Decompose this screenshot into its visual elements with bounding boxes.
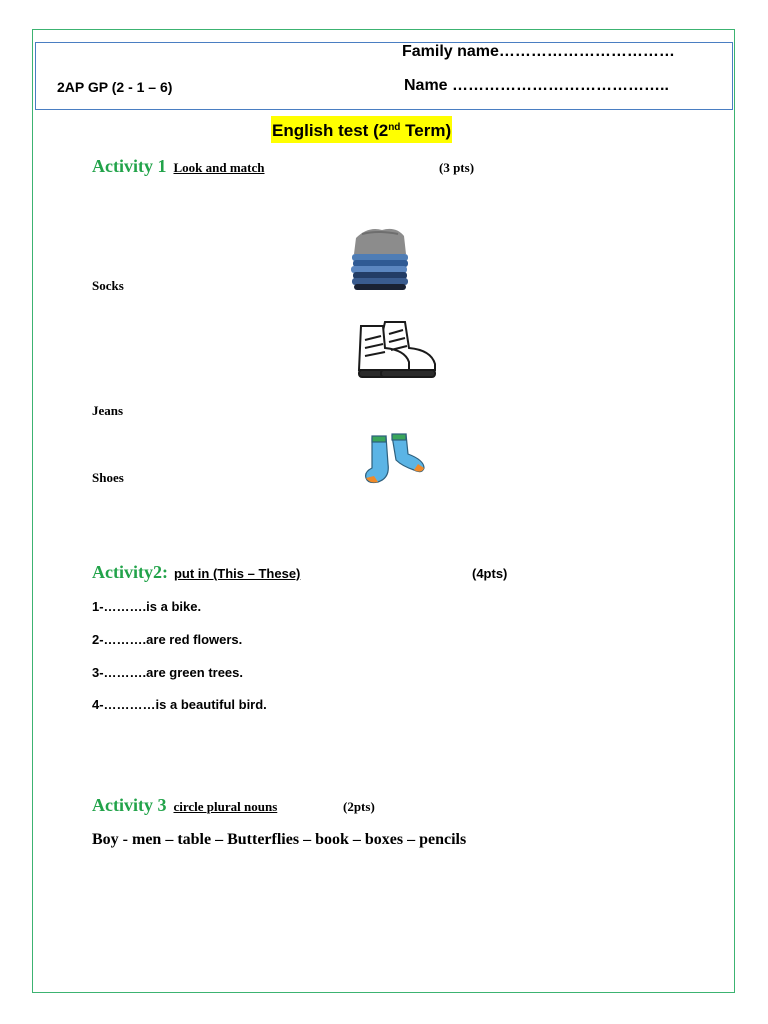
- word-socks: Socks: [92, 278, 124, 293]
- jeans-stack-icon: [348, 224, 410, 292]
- word-shoes: Shoes: [92, 470, 124, 485]
- test-title: [271, 116, 452, 143]
- activity2-heading: [92, 562, 300, 583]
- activity3-instruction: circle plural nouns: [173, 799, 278, 814]
- activity2-points: (4pts): [472, 566, 508, 581]
- family-name-line: Family name……………………………: [402, 43, 675, 60]
- test-title-sup: nd: [388, 122, 401, 133]
- sentence-3: 3-……….are green trees.: [92, 665, 244, 680]
- class-code: 2AP GP (2 - 1 – 6): [57, 79, 173, 95]
- test-title-suffix: Term): [400, 121, 452, 140]
- activity2-title: Activity2: [92, 562, 162, 582]
- activity1-instruction: Look and match: [173, 160, 265, 175]
- activity1-title: Activity 1: [92, 156, 167, 176]
- sentence-4: 4-…………is a beautiful bird.: [92, 697, 267, 712]
- activity3-points: (2pts): [343, 799, 375, 814]
- word-jeans: Jeans: [92, 403, 124, 418]
- activity2-instruction: put in (This – These): [173, 566, 301, 581]
- test-title-prefix: English test (2: [272, 121, 389, 140]
- activity1-points: (3 pts): [439, 160, 475, 175]
- activity3-heading: [92, 795, 277, 816]
- name-line: Name …………………………………..: [404, 77, 669, 94]
- sentence-1: 1-……….is a bike.: [92, 599, 202, 614]
- activity1-heading: [92, 156, 265, 177]
- activity2-colon: :: [161, 562, 168, 582]
- plural-nouns-line: Boy - men – table – Butterflies – book – boxes – pencils: [92, 831, 467, 848]
- activity3-title: Activity 3: [92, 795, 167, 815]
- socks-icon: [362, 430, 428, 486]
- boot-icon: [357, 318, 439, 380]
- sentence-2: 2-……….are red flowers.: [92, 632, 243, 647]
